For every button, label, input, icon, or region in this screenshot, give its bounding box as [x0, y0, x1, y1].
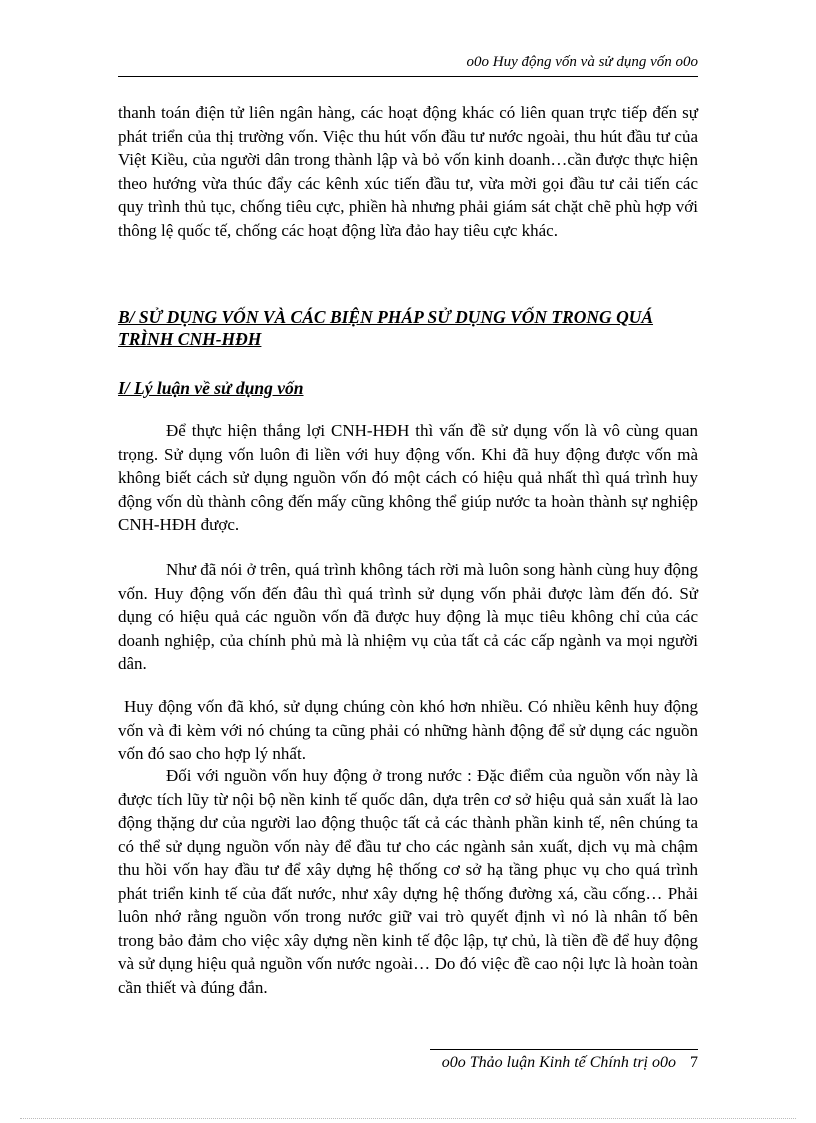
- section-heading-i: I/ Lý luận về sử dụng vốn: [118, 378, 304, 398]
- paragraph-importance: Để thực hiện thắng lợi CNH-HĐH thì vấn đề sử dụng vốn là vô cùng quan trọng. Sử dụng vốn luôn đi liền với huy động vốn. Khi đã huy động được vốn mà không biết cách sử dụng nguồn vốn đó một cách có hiệu quả nhất thì quá trình huy động vốn dù thành công đến mấy cũng không thể giúp nước ta hoàn thành sự nghiệp CNH-HĐH được.: [118, 421, 698, 534]
- paragraph-parallel: Như đã nói ở trên, quá trình không tách rời mà luôn song hành cùng huy động vốn. Huy động vốn đến đâu thì quá trình sử dụng vốn phải được làm đến đó. Sử dụng có hiệu quả các nguồn vốn đã được huy động là mục tiêu không chỉ của các doanh nghiệp, của chính phủ mà là nhiệm vụ của tất cả các cấp ngành va mọi người dân.: [118, 560, 698, 673]
- paragraph-continuation: thanh toán điện tử liên ngân hàng, các hoạt động khác có liên quan trực tiếp đến sự phát triển của thị trường vốn. Việc thu hút vốn đầu tư nước ngoài, thu hút đầu tư của Việt Kiều, của người dân trong thành lập và bỏ vốn kinh doanh…cần được thực hiện theo hướng vừa thúc đẩy các kênh xúc tiến đầu tư, vừa mời gọi đầu tư cải tiến các quy trình thủ tục, chống tiêu cực, phiền hà nhưng phải giám sát chặt chẽ phù hợp với thông lệ quốc tế, chống các hoạt động lừa đảo hay tiêu cực khác.: [118, 103, 698, 240]
- header-rule: [118, 76, 698, 77]
- paragraph-domestic-capital: Đối với nguồn vốn huy động ở trong nước : Đặc điểm của nguồn vốn này là được tích lũy từ nội bộ nền kinh tế quốc dân, dựa trên cơ sở hiệu quả sản xuất là lao động thặng dư của người lao động thuộc tất cả các thành phần kinh tế, nên chúng ta có thể sử dụng nguồn vốn này để đầu tư cho các ngành sản xuất, dịch vụ mà chậm thu hồi vốn hay đầu tư để xây dựng hệ thống cơ sở hạ tầng phục vụ cho quá trình phát triển kinh tế của đất nước, như xây dựng hệ thống đường xá, cầu cống… Phải luôn nhớ rằng nguồn vốn trong nước giữ vai trò quyết định vì nó là nhân tố bên trong bảo đảm cho việc xây dựng nền kinh tế độc lập, tự chủ, là tiền đề để huy động và sử dụng hiệu quả nguồn vốn nước ngoài… Do đó việc đề cao nội lực là hoàn toàn cần thiết và đúng đắn.: [118, 766, 698, 997]
- page-header: o0o Huy động vốn và sử dụng vốn o0o: [466, 54, 698, 70]
- page-number: 7: [690, 1054, 698, 1071]
- footer-title: o0o Thảo luận Kinh tế Chính trị o0o: [441, 1054, 676, 1071]
- paragraph-difficulty: Huy động vốn đã khó, sử dụng chúng còn khó hơn nhiều. Có nhiều kênh huy động vốn và đi kèm với nó chúng ta cũng phải có những hành động để sử dụng các nguồn vốn đó sao cho hợp lý nhất.: [118, 697, 698, 763]
- page-footer: [118, 1053, 698, 1073]
- section-heading-b: B/ SỬ DỤNG VỐN VÀ CÁC BIỆN PHÁP SỬ DỤNG VỐN TRONG QUÁ TRÌNH CNH-HĐH: [118, 307, 654, 349]
- footer-rule: [430, 1049, 698, 1050]
- page-bottom-border: [20, 1118, 796, 1119]
